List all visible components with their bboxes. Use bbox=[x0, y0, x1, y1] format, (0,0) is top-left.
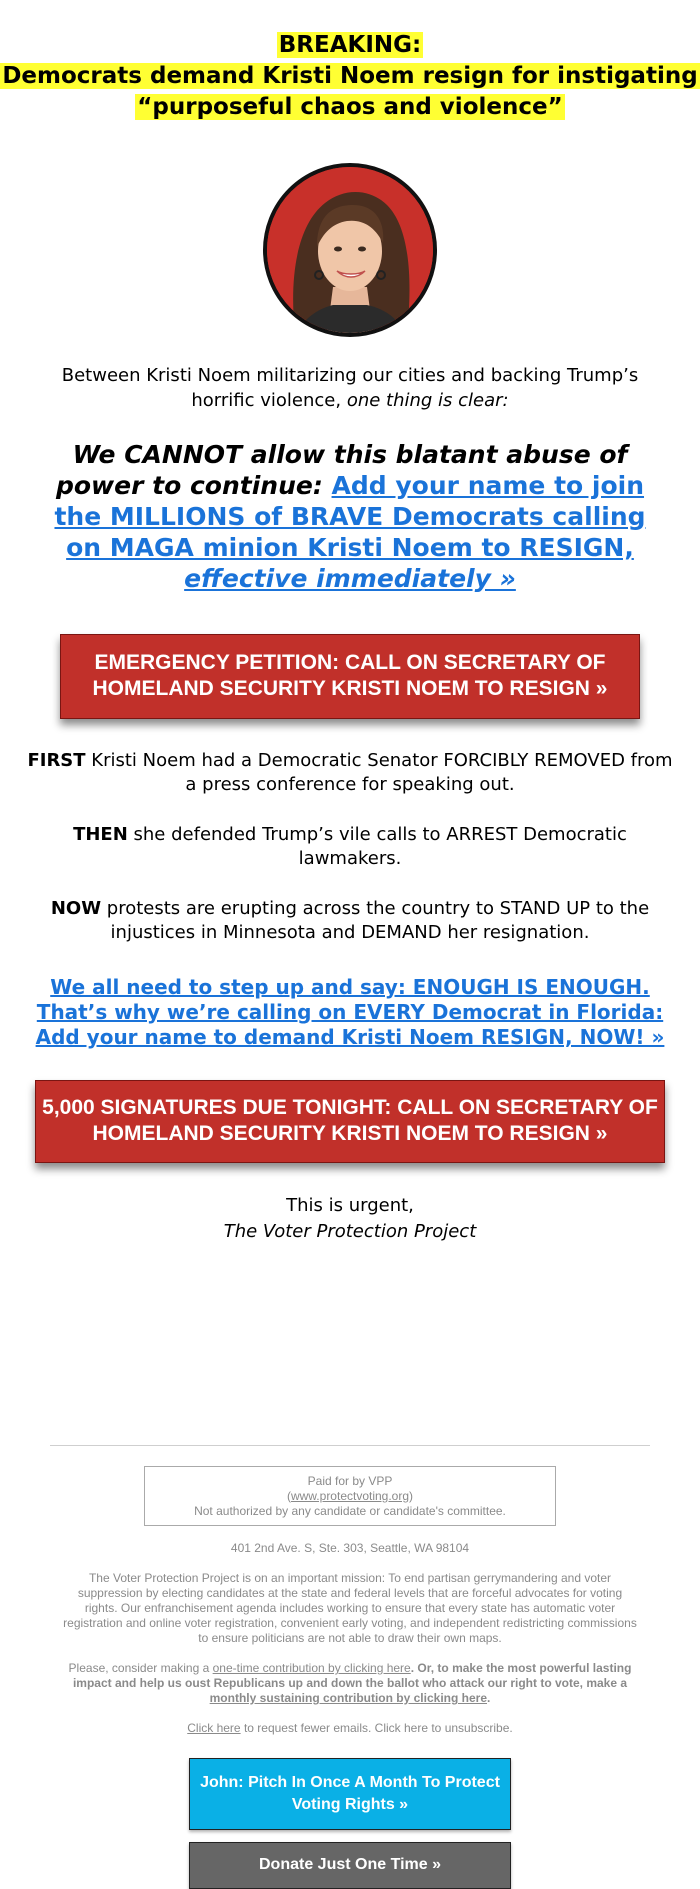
headline-breaking: BREAKING: bbox=[278, 32, 422, 58]
fewer-emails-text: to request fewer emails. Click here to unsubscribe. bbox=[240, 1721, 513, 1735]
monthly-donate-button[interactable]: John: Pitch In Once A Month To Protect Voting Rights » bbox=[189, 1758, 511, 1830]
emergency-petition-button[interactable]: EMERGENCY PETITION: CALL ON SECRETARY OF HOMELAND SECURITY KRISTI NOEM TO RESIGN » bbox=[60, 634, 640, 719]
portrait-illustration bbox=[267, 167, 433, 333]
mailing-address: 401 2nd Ave. S, Ste. 303, Seattle, WA 98104 bbox=[230, 1541, 470, 1555]
fewer-emails-link[interactable]: Click here bbox=[187, 1721, 241, 1735]
paragraph-then-text: she defended Trump’s vile calls to ARREST Democratic lawmakers. bbox=[127, 824, 627, 869]
paragraph-now-text: protests are erupting across the country to STAND UP to the injustices in Minnesota and DEMAND her resignation. bbox=[101, 898, 650, 943]
paragraph-first-lead: FIRST bbox=[27, 750, 86, 771]
signoff-org: The Voter Protection Project bbox=[223, 1221, 477, 1242]
paragraph-then-lead: THEN bbox=[73, 824, 128, 845]
big-statement-lead: We CANNOT allow this blatant abuse of power to continue: bbox=[55, 440, 628, 500]
add-name-link-text: Add your name to join the MILLIONS of BRAVE Democrats calling on MAGA minion Kristi Noem to RESIGN, bbox=[54, 471, 646, 562]
email-preferences bbox=[0, 1721, 700, 1736]
paren-open: ( bbox=[286, 1489, 291, 1503]
headline bbox=[0, 30, 700, 123]
signoff-line: This is urgent, bbox=[286, 1195, 414, 1216]
consider-mid: . Or, to make the most powerful lasting impact and help us oust Republicans up and down the ballot who attack our right to vote, make a bbox=[72, 1661, 632, 1690]
headline-line-3: “purposeful chaos and violence” bbox=[137, 94, 563, 120]
one-time-donate-button[interactable]: Donate Just One Time » bbox=[189, 1842, 511, 1889]
paid-for-site-line bbox=[145, 1489, 555, 1504]
paragraph-first bbox=[24, 749, 676, 797]
paid-for-box bbox=[144, 1466, 556, 1526]
mission-statement: The Voter Protection Project is on an important mission: To end partisan gerrymandering and voter suppression by electing candidates at the state and federal levels that are forceful advocates for voting rights. Our enfranchisement agenda includes working to ensure that every state has automatic voter registration and online voter registration, convenient early voting, and independent redistricting commissions to ensure politicians are not able to draw their own maps. bbox=[63, 1571, 637, 1645]
monthly-contribution-link[interactable]: monthly sustaining contribution by clicking here bbox=[209, 1691, 487, 1705]
footer-divider bbox=[50, 1445, 650, 1446]
enough-is-enough-link[interactable]: We all need to step up and say: ENOUGH IS ENOUGH. That’s why we’re calling on EVERY Democrat in Florida: Add your name to demand Kristi Noem RESIGN, NOW! » bbox=[35, 975, 665, 1049]
not-authorized-text: Not authorized by any candidate or candidate's committee. bbox=[194, 1504, 506, 1518]
call-to-action bbox=[24, 975, 676, 1050]
consider-end: . bbox=[487, 1691, 491, 1705]
contribution-text bbox=[60, 1661, 640, 1706]
footer bbox=[0, 1466, 700, 1736]
intro-body: Between Kristi Noem militarizing our cities and backing Trump’s horrific violence, bbox=[61, 365, 639, 411]
portrait-image bbox=[263, 163, 437, 337]
add-name-link-emphasis: effective immediately » bbox=[184, 564, 516, 593]
paren-close: ) bbox=[409, 1489, 414, 1503]
email-body bbox=[0, 30, 700, 1889]
portrait-container bbox=[0, 163, 700, 341]
paragraph-first-text: Kristi Noem had a Democratic Senator FORCIBLY REMOVED from a press conference for speaking out. bbox=[85, 750, 673, 795]
paid-for-text: Paid for by VPP bbox=[307, 1474, 393, 1488]
one-time-contribution-link[interactable]: one-time contribution by clicking here bbox=[212, 1661, 411, 1675]
site-link[interactable]: www.protectvoting.org bbox=[290, 1489, 410, 1503]
paragraph-now bbox=[24, 897, 676, 945]
signoff bbox=[0, 1193, 700, 1245]
big-statement bbox=[50, 439, 650, 594]
intro-text bbox=[50, 363, 650, 413]
signatures-due-button[interactable]: 5,000 SIGNATURES DUE TONIGHT: CALL ON SECRETARY OF HOMELAND SECURITY KRISTI NOEM TO RESIGN » bbox=[35, 1080, 665, 1163]
paragraph-now-lead: NOW bbox=[50, 898, 102, 919]
paragraph-then bbox=[24, 823, 676, 871]
headline-line-2: Democrats demand Kristi Noem resign for instigating bbox=[2, 63, 698, 89]
intro-emphasis: one thing is clear: bbox=[346, 390, 509, 411]
consider-pre: Please, consider making a bbox=[68, 1661, 213, 1675]
